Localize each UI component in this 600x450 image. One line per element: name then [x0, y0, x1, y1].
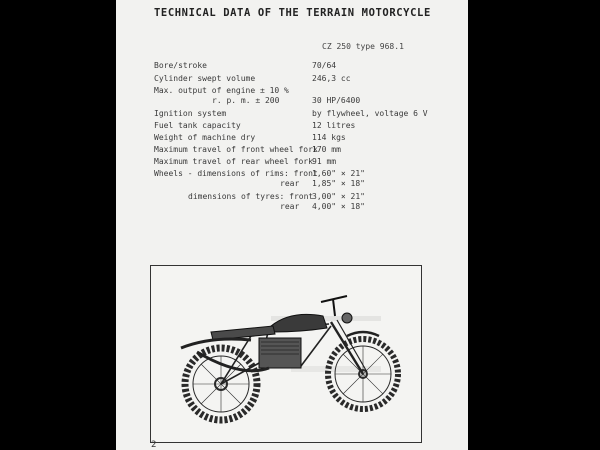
model-designation: CZ 250 type 968.1	[322, 42, 404, 51]
spec-value: 4,00" × 18"	[312, 202, 365, 211]
spec-value: by flywheel, voltage 6 V	[312, 109, 428, 118]
spec-label: Max. output of engine ± 10 %	[154, 86, 289, 95]
spec-value: 30 HP/6400	[312, 96, 361, 105]
spec-value: 1,60" × 21"	[312, 169, 365, 178]
spec-label: Cylinder swept volume	[154, 74, 256, 83]
spec-label: Fuel tank capacity	[154, 121, 241, 130]
spec-value: 114 kgs	[312, 133, 346, 142]
page-number: 2	[151, 440, 157, 450]
spec-value: 1,85" × 18"	[312, 179, 365, 188]
spec-label: Wheels - dimensions of rims: front	[154, 169, 318, 178]
spec-label: Maximum travel of front wheel fork	[154, 145, 318, 154]
spec-value: 246,3 cc	[312, 74, 351, 83]
spec-label: rear	[280, 179, 300, 188]
spec-value: 170 mm	[312, 145, 341, 154]
exhaust	[197, 352, 269, 371]
spec-label: r. p. m. ± 200	[212, 96, 280, 105]
spec-value: 70/64	[312, 61, 337, 70]
engine	[259, 338, 301, 368]
document-page	[116, 0, 468, 450]
spec-label: Bore/stroke	[154, 61, 207, 70]
rear-fender	[181, 339, 251, 348]
handlebar	[321, 296, 347, 316]
spec-label: Maximum travel of rear wheel fork	[154, 157, 313, 166]
spec-value: 12 litres	[312, 121, 356, 130]
headlamp	[342, 313, 352, 323]
spec-value: 91 mm	[312, 157, 337, 166]
spec-label: Ignition system	[154, 109, 227, 118]
motorcycle-illustration	[150, 265, 422, 443]
page-title: TECHNICAL DATA OF THE TERRAIN MOTORCYCLE	[154, 7, 431, 19]
front-fender	[347, 332, 379, 336]
spec-label: dimensions of tyres: front	[188, 192, 314, 201]
spec-label: Weight of machine dry	[154, 133, 256, 142]
spec-value: 3,00" × 21"	[312, 192, 365, 201]
motorcycle-drawing	[151, 266, 421, 442]
spec-label: rear	[280, 202, 300, 211]
